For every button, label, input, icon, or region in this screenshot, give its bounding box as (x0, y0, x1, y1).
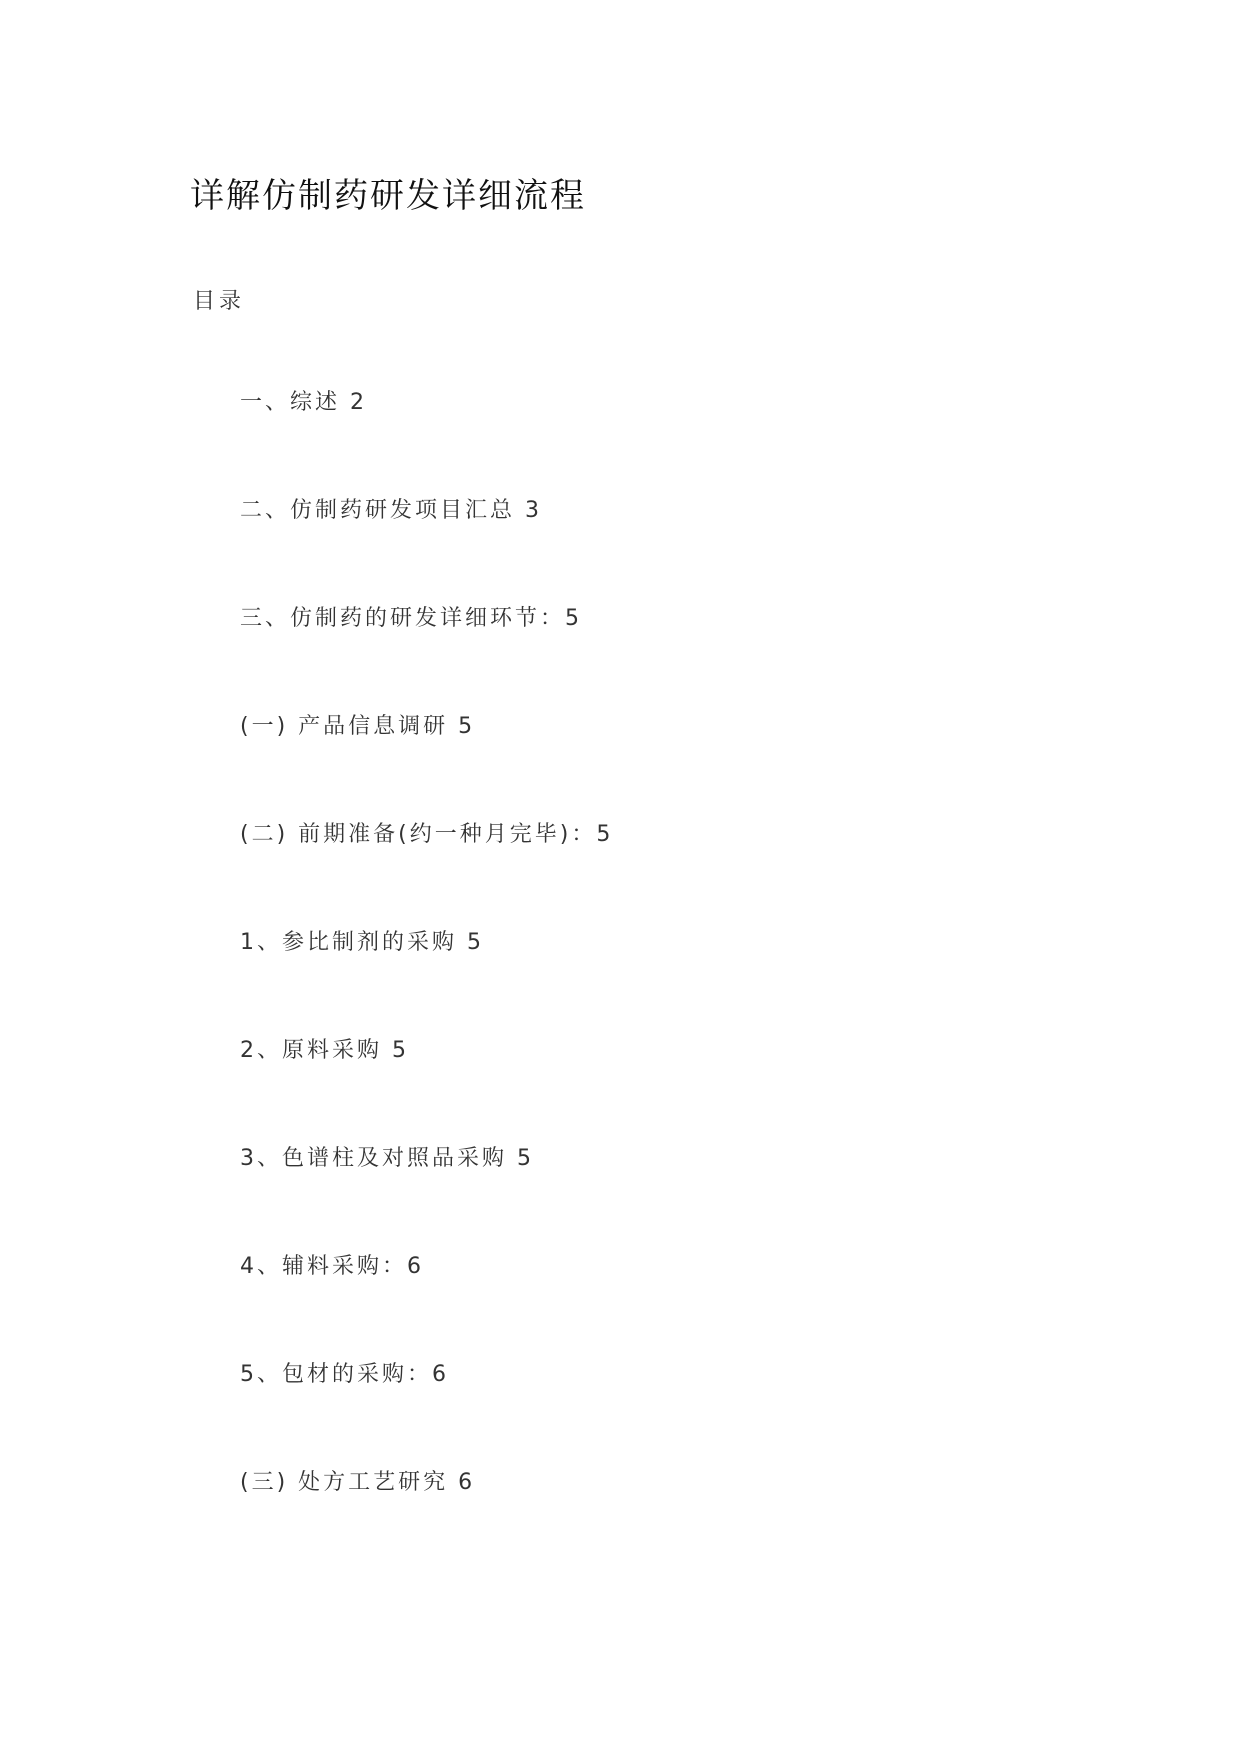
toc-item[interactable]: (一) 产品信息调研 5 (240, 714, 476, 739)
toc-item[interactable]: 5、包材的采购：6 (240, 1362, 449, 1387)
toc-item[interactable]: 3、色谱柱及对照品采购 5 (240, 1146, 534, 1171)
toc-item[interactable]: 2、原料采购 5 (240, 1038, 409, 1063)
toc-item[interactable]: 二、仿制药研发项目汇总 3 (240, 498, 542, 523)
toc-item[interactable]: 一、综述 2 (240, 390, 367, 415)
toc-item[interactable]: (三) 处方工艺研究 6 (240, 1470, 476, 1495)
toc-heading: 目录 (193, 289, 246, 314)
table-of-contents (240, 388, 613, 1576)
toc-item[interactable]: 三、仿制药的研发详细环节：5 (240, 606, 582, 631)
toc-item[interactable]: 4、辅料采购：6 (240, 1254, 424, 1279)
document-title: 详解仿制药研发详细流程 (190, 176, 586, 216)
toc-item[interactable]: (二) 前期准备(约一种月完毕)：5 (240, 822, 614, 847)
toc-item[interactable]: 1、参比制剂的采购 5 (240, 930, 484, 955)
